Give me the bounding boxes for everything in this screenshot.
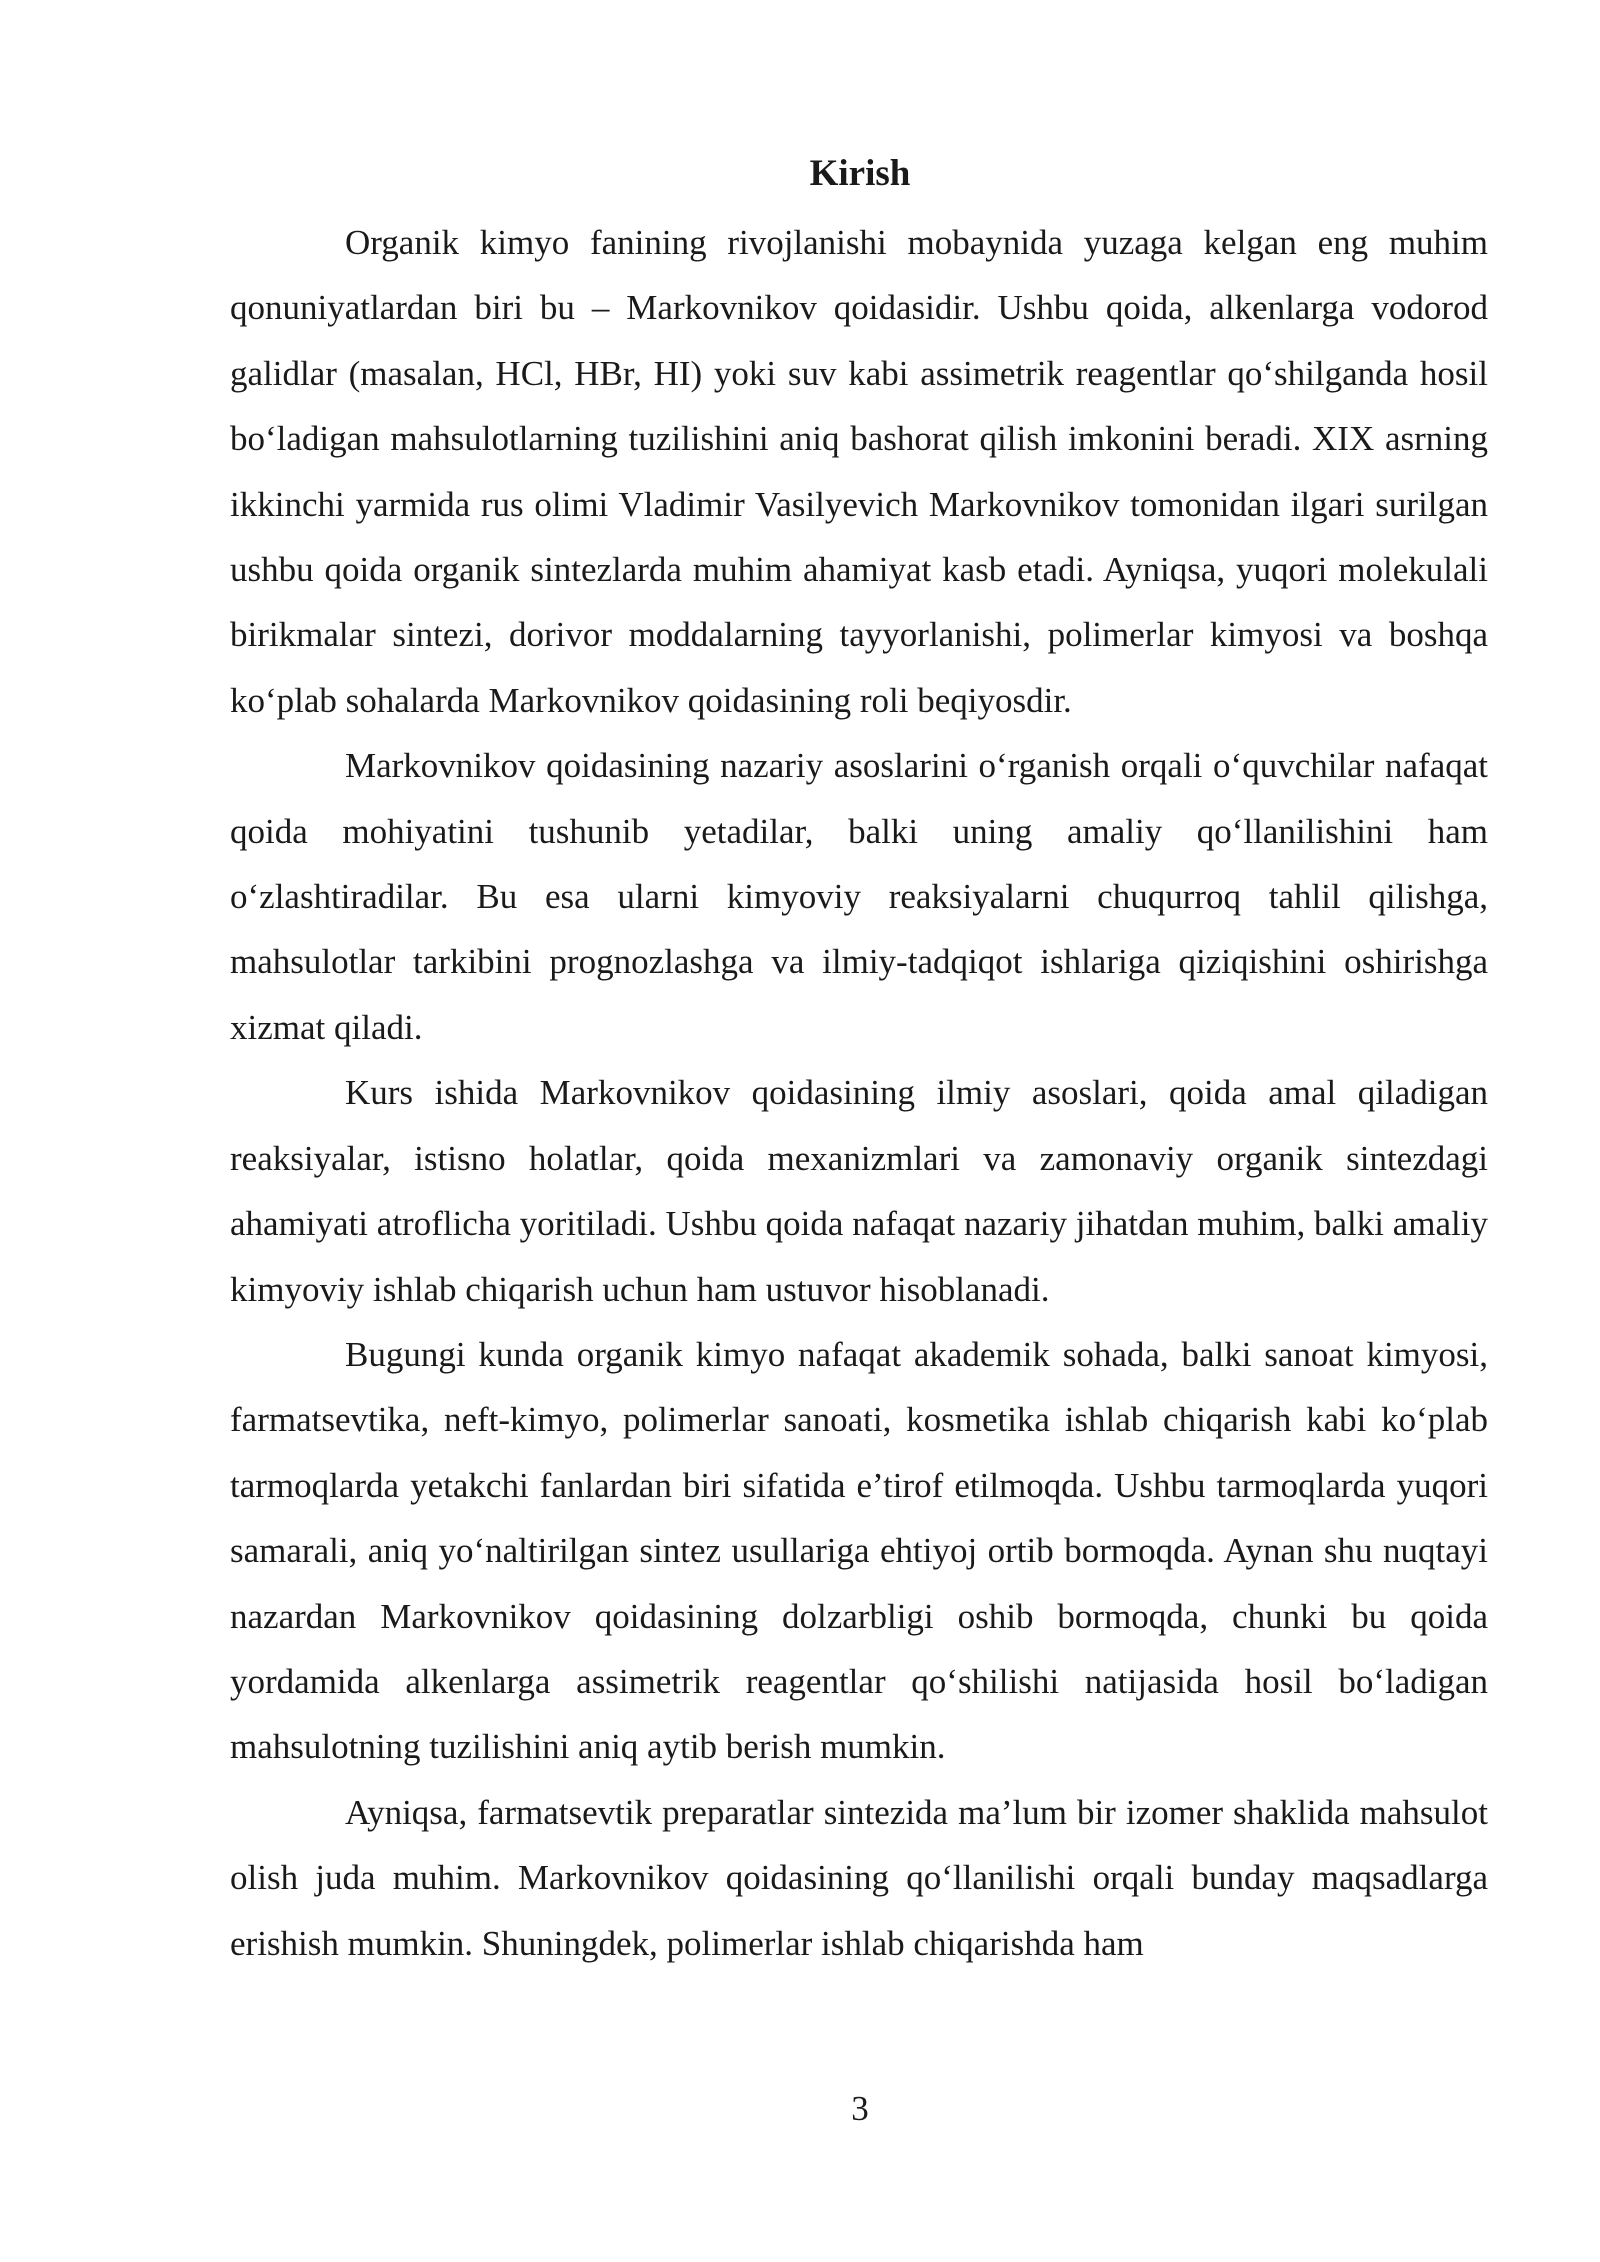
paragraph-5: Ayniqsa, farmatsevtik preparatlar sintezida ma’lum bir izomer shaklida mahsulot olish juda muhim. Markovnikov qoidasining qo‘llanilishi orqali bunday maqsadlarga erishish mumkin. Shuningdek, polimerlar ishlab chiqarishda ham bbox=[230, 1792, 1488, 1963]
paragraph-2: Markovnikov qoidasining nazariy asoslarini o‘rganish orqali o‘quvchilar nafaqat qoida mohiyatini tushunib yetadilar, balki uning amaliy qo‘llanilishini ham o‘zlashtiradilar. Bu esa ularni kimyoviy reaksiyalarni chuqurroq tahlil qilishga, mahsulotlar tarkibini prognozlashga va ilmiy-tadqiqot ishlariga qiziqishini oshirishga xizmat qiladi. bbox=[230, 746, 1488, 1047]
page-number: 3 bbox=[851, 2089, 869, 2128]
body-text bbox=[230, 210, 1488, 1976]
page-title: Kirish bbox=[809, 153, 911, 194]
paragraph-3: Kurs ishida Markovnikov qoidasining ilmiy asoslari, qoida amal qiladigan reaksiyalar, istisno holatlar, qoida mexanizmlari va zamonaviy organik sintezdagi ahamiyati atroflicha yoritiladi. Ushbu qoida nafaqat nazariy jihatdan muhim, balki amaliy kimyoviy ishlab chiqarish uchun ham ustuvor hisoblanadi. bbox=[230, 1073, 1488, 1309]
paragraph-1: Organik kimyo fanining rivojlanishi mobaynida yuzaga kelgan eng muhim qonuniyatlardan biri bu – Markovnikov qoidasidir. Ushbu qoida, alkenlarga vodorod galidlar (masalan, HCl, HBr, HI) yoki suv kabi assimetrik reagentlar qo‘shilganda hosil bo‘ladigan mahsulotlarning tuzilishini aniq bashorat qilish imkonini beradi. XIX asrning ikkinchi yarmida rus olimi Vladimir Vasilyevich Markovnikov tomonidan ilgari surilgan ushbu qoida organik sintezlarda muhim ahamiyat kasb etadi. Ayniqsa, yuqori molekulali birikmalar sintezi, dorivor moddalarning tayyorlanishi, polimerlar kimyosi va boshqa ko‘plab sohalarda Markovnikov qoidasining roli beqiyosdir. bbox=[230, 223, 1488, 720]
paragraph-4: Bugungi kunda organik kimyo nafaqat akademik sohada, balki sanoat kimyosi, farmatsevtika, neft-kimyo, polimerlar sanoati, kosmetika ishlab chiqarish kabi ko‘plab tarmoqlarda yetakchi fanlardan biri sifatida e’tirof etilmoqda. Ushbu tarmoqlarda yuqori samarali, aniq yo‘naltirilgan sintez usullariga ehtiyoj ortib bormoqda. Aynan shu nuqtayi nazardan Markovnikov qoidasining dolzarbligi oshib bormoqda, chunki bu qoida yordamida alkenlarga assimetrik reagentlar qo‘shilishi natijasida hosil bo‘ladigan mahsulotning tuzilishini aniq aytib berish mumkin. bbox=[230, 1334, 1488, 1767]
